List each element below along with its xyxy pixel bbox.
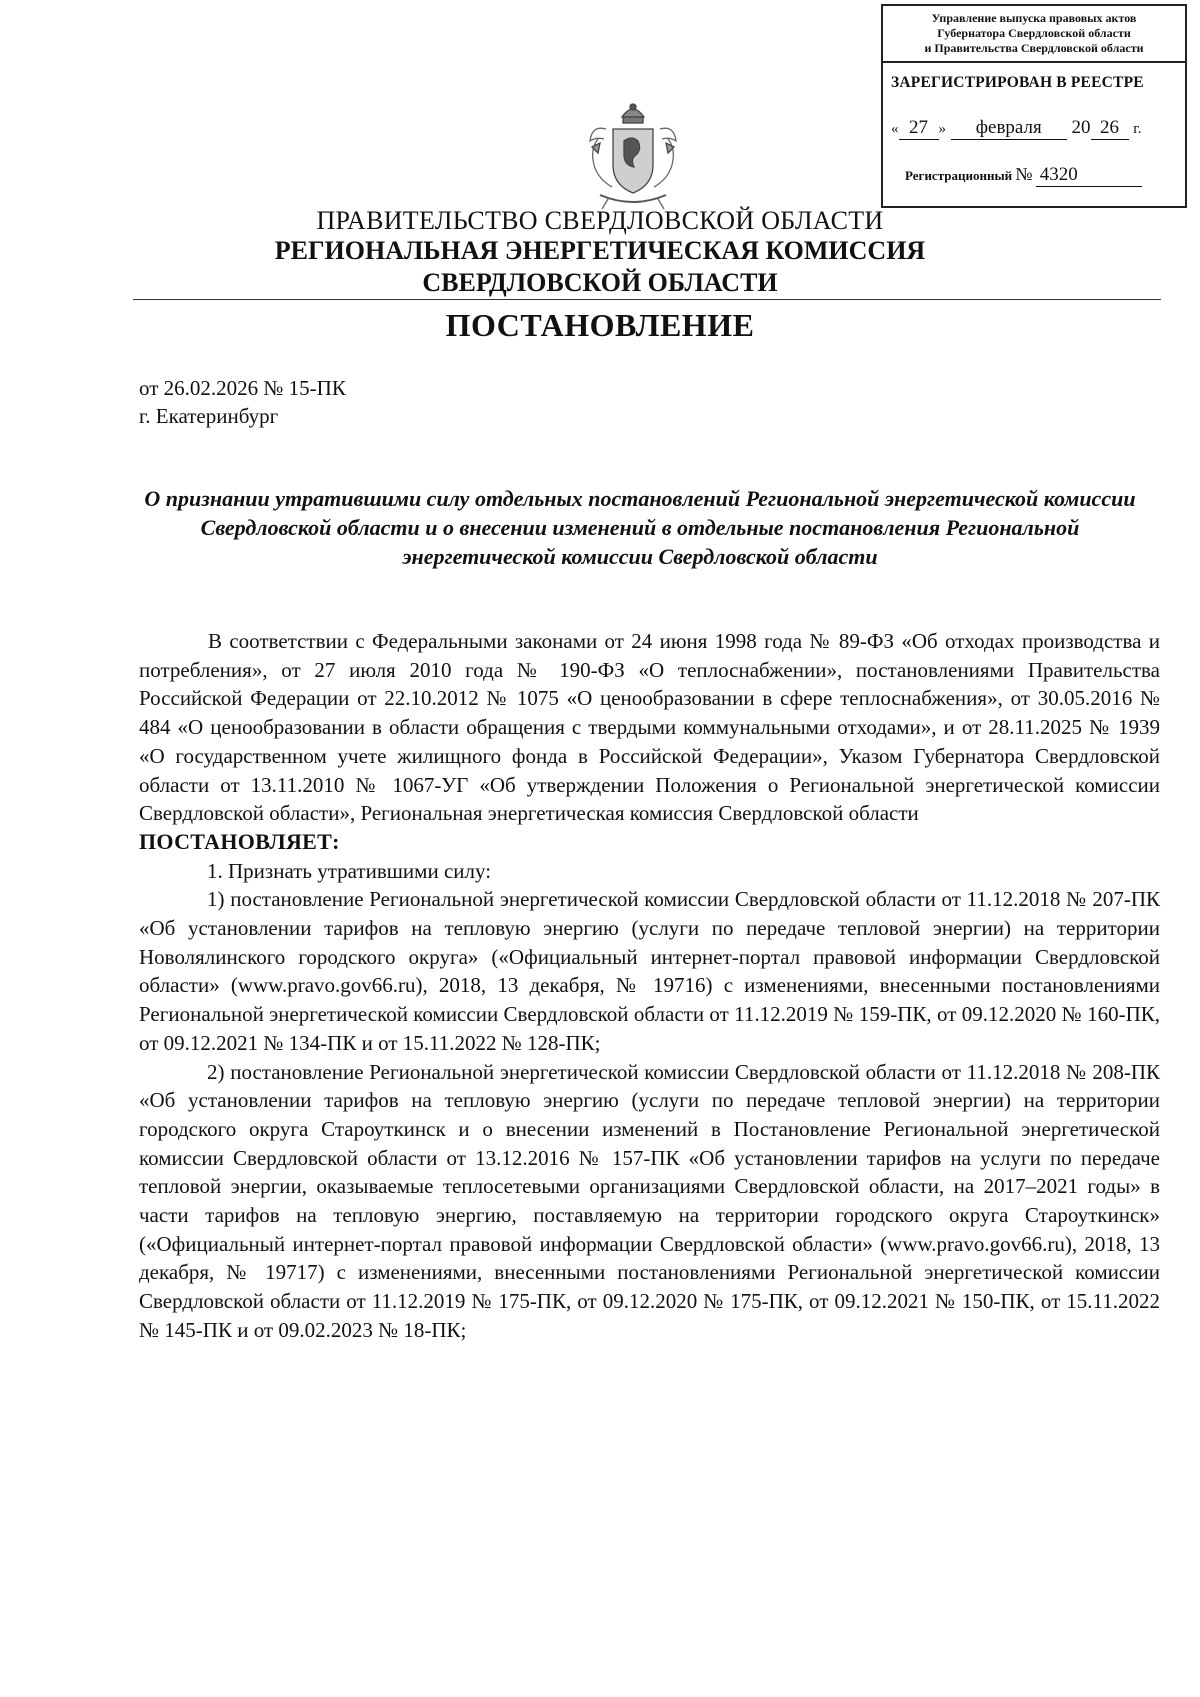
resolves-heading: ПОСТАНОВЛЯЕТ: <box>139 828 340 854</box>
stamp-close-quote: » <box>938 121 946 137</box>
stamp-year-prefix: 20 <box>1071 117 1091 138</box>
stamp-date <box>891 117 1141 140</box>
stamp-office-line-2: Губернатора Свердловской области <box>937 26 1131 40</box>
commission-title-line-1: РЕГИОНАЛЬНАЯ ЭНЕРГЕТИЧЕСКАЯ КОМИССИЯ <box>274 236 926 265</box>
stamp-day: 27 <box>899 117 939 140</box>
stamp-reg-label: Регистрационный <box>905 168 1013 183</box>
stamp-open-quote: « <box>891 121 899 137</box>
stamp-registration-number <box>905 164 1142 187</box>
document-city: г. Екатеринбург <box>139 404 279 428</box>
stamp-registered-label: ЗАРЕГИСТРИРОВАН В РЕЕСТРЕ <box>891 74 1144 91</box>
point-1-item-2: 2) постановление Региональной энергетической комиссии Свердловской области от 11.12.2018 № 208-ПК «Об установлении тарифов на тепловую энергию (услуги по передаче тепловой энергии) на территории городского округа Староуткинск и о внесении изменений в Постановление Региональной энергетической комиссии Свердловской области от 13.12.2016 № 157-ПК «Об установлении тарифов на услуги по передаче тепловой энергии, оказываемые теплосетевыми организациями Свердловской области, на 2017–2021 годы» в части тарифов на тепловую энергию, поставляемую на территории городского округа Староуткинск» («Официальный интернет-портал правовой информации Свердловской области» (www.pravo.gov66.ru), 2018, 13 декабря, № 19717) с изменениями, внесенными постановлениями Региональной энергетической комиссии Свердловской области от 11.12.2019 № 175-ПК, от 09.12.2020 № 175-ПК, от 09.12.2021 № 150-ПК, от 15.11.2022 № 145-ПК и от 09.02.2023 № 18-ПК; <box>139 1059 1160 1342</box>
stamp-office-line-1: Управление выпуска правовых актов <box>931 11 1137 25</box>
stamp-year-suffix: 26 <box>1091 117 1129 140</box>
preamble-paragraph: В соответствии с Федеральными законами от 24 июня 1998 года № 89-ФЗ «Об отходах производства и потребления», от 27 июля 2010 года № 190-ФЗ «О теплоснабжении», постановлениями Правительства Российской Федерации от 22.10.2012 № 1075 «О ценообразовании в сфере теплоснабжения», от 30.05.2016 № 484 «О ценообразовании в области обращения с твердыми коммунальными отходами», и от 28.11.2025 № 1939 «О государственном учете жилищного фонда в Российской Федерации», Указом Губернатора Свердловской области от 13.11.2010 № 1067-УГ «Об утверждении Положения о Региональной энергетической комиссии Свердловской области», Региональная энергетическая комиссия Свердловской области <box>139 629 1160 826</box>
document-type-title: ПОСТАНОВЛЕНИЕ <box>445 307 755 343</box>
document-body <box>139 627 1160 1345</box>
stamp-reg-number: 4320 <box>1036 164 1142 187</box>
registration-stamp <box>881 4 1187 208</box>
stamp-year-abbr: г. <box>1133 121 1142 137</box>
document-date-number: от 26.02.2026 № 15-ПК <box>139 376 346 400</box>
point-1-item-1: 1) постановление Региональной энергетической комиссии Свердловской области от 11.12.2018 № 207-ПК «Об установлении тарифов на тепловую энергию (услуги по передаче тепловой энергии) на территории Новолялинского городского округа» («Официальный интернет-портал правовой информации Свердловской области» (www.pravo.gov66.ru), 2018, 13 декабря, № 19716) с изменениями, внесенными постановлениями Региональной энергетической комиссии Свердловской области от 11.12.2019 № 159-ПК, от 09.12.2020 № 160-ПК, от 09.12.2021 № 134-ПК и от 15.11.2022 № 128-ПК; <box>139 887 1160 1055</box>
point-1-heading: 1. Признать утратившими силу: <box>207 858 492 883</box>
document-subject: О признании утратившими силу отдельных постановлений Региональной энергетической комиссии Свердловской области и о внесении изменений в отдельные постановления Региональной энергетической комиссии Свердловской области <box>144 486 1136 569</box>
header-divider <box>133 299 1161 300</box>
stamp-office-line-3: и Правительства Свердловской области <box>924 41 1144 55</box>
coat-of-arms-emblem <box>578 99 688 211</box>
stamp-office-header <box>883 6 1185 63</box>
government-title: ПРАВИТЕЛЬСТВО СВЕРДЛОВСКОЙ ОБЛАСТИ <box>316 206 884 235</box>
stamp-month: февраля <box>951 117 1067 140</box>
commission-title-line-2: СВЕРДЛОВСКОЙ ОБЛАСТИ <box>422 268 778 297</box>
stamp-reg-sign: № <box>1015 164 1033 184</box>
